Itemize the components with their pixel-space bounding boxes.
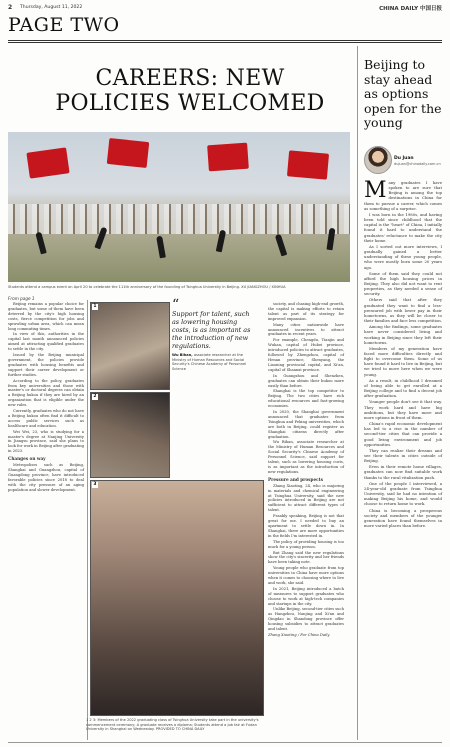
paper-name: CHINA DAILY 中国日报 — [379, 6, 442, 12]
photo-1: 1 — [90, 302, 170, 390]
photo-caption-2: 1 2 3: Members of the 2022 graduating class of Tsinghua University take part in the university's commencement ceremony; A graduate receives a diploma; Students attend a job fair at Fudan University in Shanghai on Wednesday. PROVIDED TO CHINA DAILY — [86, 718, 259, 731]
paragraph: Beijing remains a popular choice for graduates, but some of them have been deterred by the city's high housing costs, fierce competition for jobs and sprawling urban area, which can mean long commuting times. — [8, 302, 84, 331]
page-header — [8, 3, 442, 13]
paragraph: Metropolises such as Beijing, Shanghai and Guangzhou, capital of Guangdong province, have introduced favorable policies since 2018 to deal with the city pressure of an aging population and slower development. — [8, 463, 84, 492]
header-rule-thin — [8, 42, 442, 43]
photo-3: 3 — [90, 480, 264, 716]
paragraph: Issued by the Beijing municipal government, the policies provide graduates with housing benefits and support their career development or further studies. — [8, 353, 84, 377]
section-title: PAGE TWO — [8, 14, 120, 36]
paragraph: In 2020, the Shanghai government announced that graduates from Tsinghua and Peking universities, which are both in Beijing, could register as Shanghai citizens directly after graduation. — [268, 410, 344, 439]
paragraph: Wei Wei, 23, who is studying for a master's degree at Nanjing University in Jiangsu province, said she plans to look for work in Beijing after graduating in 2023. — [8, 429, 84, 454]
quote-mark-icon: “ — [172, 297, 180, 313]
flag-icon — [207, 143, 249, 172]
paragraph: As I sorted out more interviews, I gradually gained a better understanding of these young people, who were mostly born some 20 years ago. — [364, 243, 442, 270]
runner-figure — [35, 232, 46, 255]
crowd — [8, 204, 350, 234]
paragraph: In Guangzhou and Shenzhen, graduates can obtain their hukou more easily than before. — [268, 373, 344, 388]
column-divider — [87, 300, 88, 740]
flag-icon — [107, 138, 149, 168]
paragraph: Members of my generation have faced more difficulties directly and fight to overcome them. Some of us have found it hard to live in Beijing, but we tried to move here when we were young. — [364, 345, 442, 377]
avatar — [364, 146, 392, 174]
paragraph: Many graduates I have spoken to are sure that Beijing is among the top destinations in China for them to pursue a career, which comes as something of a surprise. — [364, 178, 442, 211]
paragraph: Even in their remote home villages, graduates can now find suitable work thanks to the rural vitalization push. — [364, 464, 442, 480]
paragraph: In 2021, Beijing introduced a batch of measures to support graduates who choose to work at high-tech companies and startups in the city. — [268, 586, 344, 606]
dropcap: M — [364, 178, 387, 203]
sidebar-divider — [357, 46, 358, 740]
headline: CAREERS: NEW POLICIES WELCOMED — [55, 66, 325, 116]
flag-icon — [287, 150, 329, 179]
author-email: dujuan@chinadaily.com.cn — [394, 162, 441, 166]
subhead: Pressure and prospects — [268, 476, 323, 482]
paragraph: As a result, in childhood I dreamed of being able to get enrolled at a Beijing college and to find a decent job after graduation. — [364, 377, 442, 399]
flag-icon — [26, 147, 69, 178]
header-rule — [8, 40, 442, 41]
paragraph: For example, Chengdu, Tianjin and Wuhan, capital of Hubei province, introduced policies to attract graduates, followed by Zhengzhou, capital of Henan province, Shenyang, the Liaoning provincial capital, and Xi'an, capital of Shaanxi province. — [268, 338, 344, 372]
body-column-3 — [268, 302, 344, 639]
paragraph: They can realize their dreams and see their talents in cities outside of Beijing. — [364, 447, 442, 464]
sign-off: Zhang Xiaoting / For China Daily — [268, 633, 330, 637]
quote-attribution: Wu Bihan, associate researcher at the Ministry of Human Resources and Social Security's Chinese Academy of Personnel Science — [172, 353, 247, 371]
pull-quote — [172, 297, 252, 371]
paragraph: Wu Bihan, associate researcher at the Ministry of Human Resources and Social Security's Chinese Academy of Personnel Science, said support for talent, such as lowering housing costs, is as important as the introduction of new regulations. — [268, 440, 344, 474]
paragraph: Frankly speaking, Beijing is not that great for me. I needed to buy an apartment to settle down in. In Shanghai, there are more opportunities in the fields I'm interested in. — [268, 514, 344, 538]
paragraph: China is becoming a prosperous society and members of the younger generation have found themselves in more varied places than before. — [364, 507, 442, 528]
paragraph: One of the people I interviewed, a 24-year-old graduate from Tsinghua University, said he had no intention of making Beijing his home, and would choose to return home to work. — [364, 480, 442, 507]
photo-caption: Students attend a campus event on April 20 to celebrate the 111th anniversary of the founding of Tsinghua University in Beijing. XU JIANGZHOU / XINHUA — [8, 285, 286, 289]
paragraph: Young people who graduate from top universities in China have more options when it comes to choosing where to live and work, she said. — [268, 566, 344, 585]
byline: From page 1 — [8, 296, 35, 301]
author-name: Du Juan — [394, 156, 414, 161]
paragraph: Shanghai is the top competitor to Beijing. The two cities have rich educational resources and fast-growing economies. — [268, 389, 344, 409]
paragraph: I was born in the 1980s, and having been told since childhood that the capital is the "heart" of China, I initially found it hard to understand the graduates' reluctance to make the city their home. — [364, 211, 442, 243]
paragraph: Among the findings, some graduates have never considered living and working in Beijing since they left their hometowns. — [364, 324, 442, 345]
runner-figure — [275, 234, 288, 257]
sidebar-title: Beijing to stay ahead as options open for the young — [364, 57, 442, 130]
paragraph: Others said that after they graduated they want to find a less-pressured job with lower pay in their hometowns, as they will be closer to their families and face less competition. — [364, 297, 442, 324]
paragraph: China's rapid economic development has led to a rise in the number of second-tier cities that can provide a good living environment and job opportunities. — [364, 421, 442, 447]
subhead: Changes on way — [8, 456, 46, 462]
body-column-1 — [8, 302, 84, 494]
page-number: 2 — [8, 4, 13, 11]
paragraph: Zhang Xiaoting, 24, who is majoring in materials and chemical engineering at Tsinghua University, said the new policies introduced in Beijing are not sufficient to attract different types of talent. — [268, 483, 344, 513]
paragraph: Many cities nationwide have announced incentives to attract graduates in recent years. — [268, 322, 344, 337]
paragraph: Some of them said they could not afford the high housing prices in Beijing. They also did not want to rent properties, as they needed a sense of security. — [364, 270, 442, 297]
paragraph: According to the policy, graduates from key universities and those with master's or doctoral degrees can obtain a Beijing hukou if they are hired by an organization that is eligible under the new rules. — [8, 378, 84, 408]
paragraph: society, and chasing high-end growth, the capital is making efforts to retain talent as part of its strategy for improved expansion. — [268, 302, 344, 321]
paragraph: Currently, graduates who do not have a Beijing hukou often find it difficult to access public services such as healthcare and education. — [8, 409, 84, 428]
photo-2: 2 — [90, 392, 170, 478]
author-block — [364, 146, 446, 174]
main-photo — [8, 132, 350, 282]
paragraph: Younger people don't see it that way. They work hard and have big ambitions, but they have more and more options in front of them. — [364, 399, 442, 420]
footer-rule — [8, 742, 442, 743]
paragraph: But Zhang said the new regulations show the city's sincerity and her friends have been taking note. — [268, 550, 344, 565]
paragraph: Unlike Beijing, second-tier cities such as Hangzhou, Nanjing and Xi'an and Qingdao in Shandong province offer housing subsidies to attract graduates and talent. — [268, 607, 344, 632]
paragraph: In view of this, authorities in the capital last month announced policies aimed at attracting qualified graduates to settle in the city. — [8, 332, 84, 352]
paragraph: The policy of providing housing is too much for a young person. — [268, 539, 344, 549]
quote-text: Support for talent, such as lowering housing costs, is as important as the introduction of new regulations. — [172, 310, 251, 350]
date-line: Thursday, August 11, 2022 — [20, 5, 83, 10]
runner-figure — [156, 236, 166, 259]
sidebar-body — [364, 180, 442, 529]
